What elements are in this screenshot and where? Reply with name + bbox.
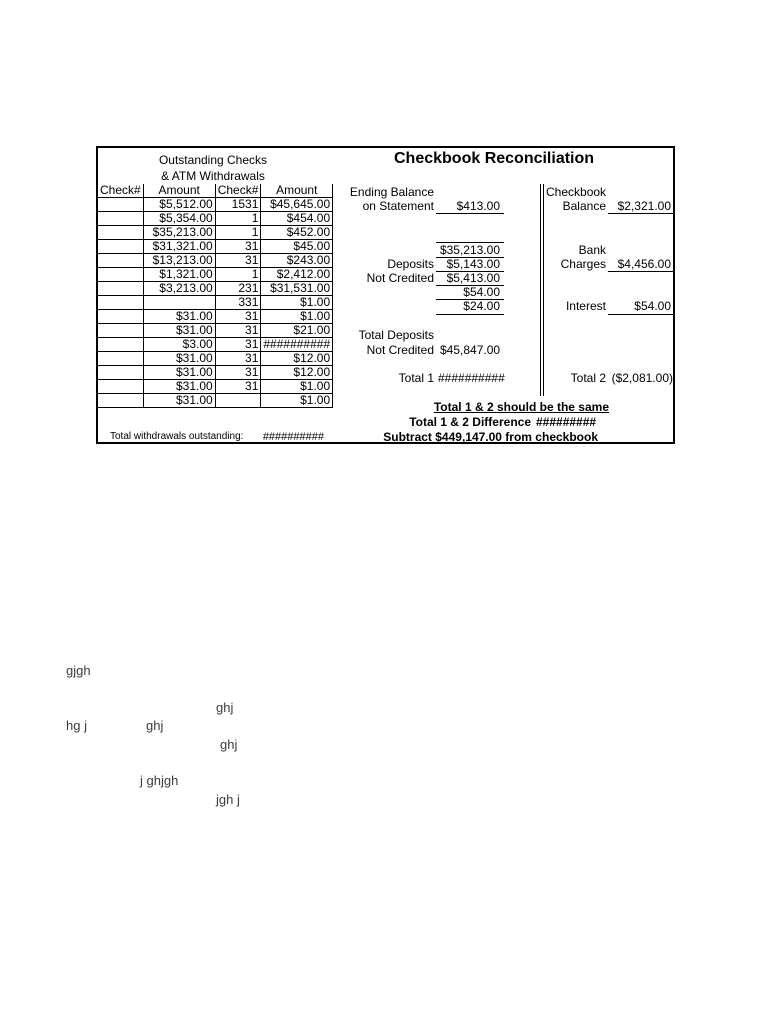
note-text: hg j: [66, 718, 87, 733]
sheet-title: Checkbook Reconciliation: [394, 150, 595, 167]
total-deposits-label: Total Deposits: [358, 328, 434, 342]
column-header: Amount: [261, 184, 333, 198]
table-cell: $3,213.00: [143, 282, 215, 296]
table-cell: [98, 268, 143, 282]
table-cell: $45,645.00: [261, 198, 333, 212]
table-row: [98, 380, 333, 394]
table-cell: [98, 352, 143, 366]
table-cell: $31.00: [143, 380, 215, 394]
column-header: Check#: [215, 184, 261, 198]
table-row: [98, 240, 333, 254]
table-row: [98, 352, 333, 366]
note-text: ghj: [146, 718, 164, 733]
table-row: [98, 324, 333, 338]
deposit-amount: $24.00: [463, 299, 500, 313]
total2-label: Total 2: [570, 371, 606, 385]
underline: [436, 213, 504, 214]
column-header: Check#: [98, 184, 143, 198]
table-cell: $452.00: [261, 226, 333, 240]
total2-value: ($2,081.00): [611, 371, 673, 385]
divider: [543, 184, 544, 396]
oc-header-line1: Outstanding Checks: [158, 153, 268, 167]
table-cell: $1.00: [261, 394, 333, 408]
table-cell: $5,354.00: [143, 212, 215, 226]
table-cell: $31.00: [143, 352, 215, 366]
table-cell: 1531: [215, 198, 261, 212]
table-cell: [143, 296, 215, 310]
table-cell: 31: [215, 254, 261, 268]
note-text: j ghjgh: [140, 773, 179, 788]
table-cell: [98, 394, 143, 408]
interest-label: Interest: [565, 299, 606, 313]
deposit-amount: $5,143.00: [446, 257, 500, 271]
table-row: [98, 254, 333, 268]
total1-value: ##########: [438, 371, 505, 385]
table-cell: $13,213.00: [143, 254, 215, 268]
reconciliation-sheet: [96, 146, 675, 444]
table-cell: $1,321.00: [143, 268, 215, 282]
oc-header-line2: & ATM Withdrawals: [161, 169, 265, 183]
table-cell: [98, 338, 143, 352]
table-cell: [98, 240, 143, 254]
total-withdrawals-value: ##########: [262, 431, 324, 443]
table-cell: 31: [215, 310, 261, 324]
note-text: ghj: [220, 737, 238, 752]
deposits-label: Deposits: [387, 257, 434, 271]
table-cell: $1.00: [261, 296, 333, 310]
table-cell: [98, 296, 143, 310]
total-deposits-label-2: Not Credited: [366, 343, 434, 357]
table-cell: [98, 310, 143, 324]
table-header-row: [98, 184, 333, 198]
table-cell: $21.00: [261, 324, 333, 338]
table-cell: 1: [215, 226, 261, 240]
table-cell: 331: [215, 296, 261, 310]
table-cell: $31,321.00: [143, 240, 215, 254]
checkbook-balance-value: $2,321.00: [617, 199, 671, 213]
table-cell: $12.00: [261, 352, 333, 366]
table-cell: $45.00: [261, 240, 333, 254]
outstanding-checks-table: [98, 184, 333, 408]
table-cell: 31: [215, 366, 261, 380]
table-cell: $35,213.00: [143, 226, 215, 240]
table-row: [98, 212, 333, 226]
table-cell: $12.00: [261, 366, 333, 380]
totals-same-note: Total 1 & 2 should be the same: [433, 400, 609, 414]
table-cell: [98, 254, 143, 268]
table-cell: 31: [215, 324, 261, 338]
underline: [608, 271, 673, 272]
underline: [608, 314, 673, 315]
underline: [436, 314, 504, 315]
table-cell: $31.00: [143, 324, 215, 338]
difference-value: #########: [536, 415, 597, 429]
checkbook-label-2: Balance: [562, 199, 606, 213]
table-cell: [98, 198, 143, 212]
table-row: [98, 394, 333, 408]
checkbook-label: Checkbook: [546, 185, 607, 199]
table-row: [98, 338, 333, 352]
bank-charges-value: $4,456.00: [617, 257, 671, 271]
ending-balance-label: Ending Balance: [349, 185, 434, 199]
total1-label: Total 1: [398, 371, 434, 385]
table-row: [98, 198, 333, 212]
note-text: jgh j: [216, 792, 240, 807]
table-cell: [98, 226, 143, 240]
bank-charges-label-2: Charges: [560, 257, 606, 271]
divider: [540, 184, 541, 396]
table-cell: $1.00: [261, 310, 333, 324]
note-text: gjgh: [66, 663, 91, 678]
column-header: Amount: [143, 184, 215, 198]
table-row: [98, 268, 333, 282]
total-deposits-value: $45,847.00: [440, 343, 501, 357]
subtract-instruction: Subtract $449,147.00 from checkbook: [383, 430, 598, 444]
table-cell: $3.00: [143, 338, 215, 352]
bank-charges-label: Bank: [578, 243, 606, 257]
table-cell: [98, 212, 143, 226]
table-cell: 31: [215, 338, 261, 352]
table-cell: $1.00: [261, 380, 333, 394]
ending-balance-value: $413.00: [456, 199, 500, 213]
deposit-amount: $5,413.00: [446, 271, 500, 285]
interest-value: $54.00: [634, 299, 671, 313]
ending-balance-label-2: on Statement: [362, 199, 434, 213]
table-row: [98, 310, 333, 324]
table-cell: $31.00: [143, 310, 215, 324]
table-cell: ##########: [261, 338, 333, 352]
table-cell: 31: [215, 240, 261, 254]
table-cell: 1: [215, 268, 261, 282]
table-cell: [98, 366, 143, 380]
note-text: ghj: [216, 700, 234, 715]
table-cell: [215, 394, 261, 408]
table-cell: [98, 324, 143, 338]
table-row: [98, 226, 333, 240]
deposits-label-2: Not Credited: [366, 271, 434, 285]
total-withdrawals-label: Total withdrawals outstanding:: [110, 431, 244, 442]
table-cell: [98, 380, 143, 394]
table-cell: $5,512.00: [143, 198, 215, 212]
table-cell: 31: [215, 380, 261, 394]
underline: [608, 213, 673, 214]
table-row: [98, 366, 333, 380]
deposit-amount: $54.00: [463, 285, 500, 299]
difference-label: Total 1 & 2 Difference: [409, 415, 531, 429]
table-cell: 1: [215, 212, 261, 226]
table-cell: $31.00: [143, 394, 215, 408]
table-cell: $2,412.00: [261, 268, 333, 282]
table-row: [98, 282, 333, 296]
table-cell: 31: [215, 352, 261, 366]
table-cell: $454.00: [261, 212, 333, 226]
table-cell: $31.00: [143, 366, 215, 380]
table-cell: 231: [215, 282, 261, 296]
table-cell: $31,531.00: [261, 282, 333, 296]
deposit-amount: $35,213.00: [439, 243, 500, 257]
table-cell: [98, 282, 143, 296]
table-cell: $243.00: [261, 254, 333, 268]
table-row: [98, 296, 333, 310]
